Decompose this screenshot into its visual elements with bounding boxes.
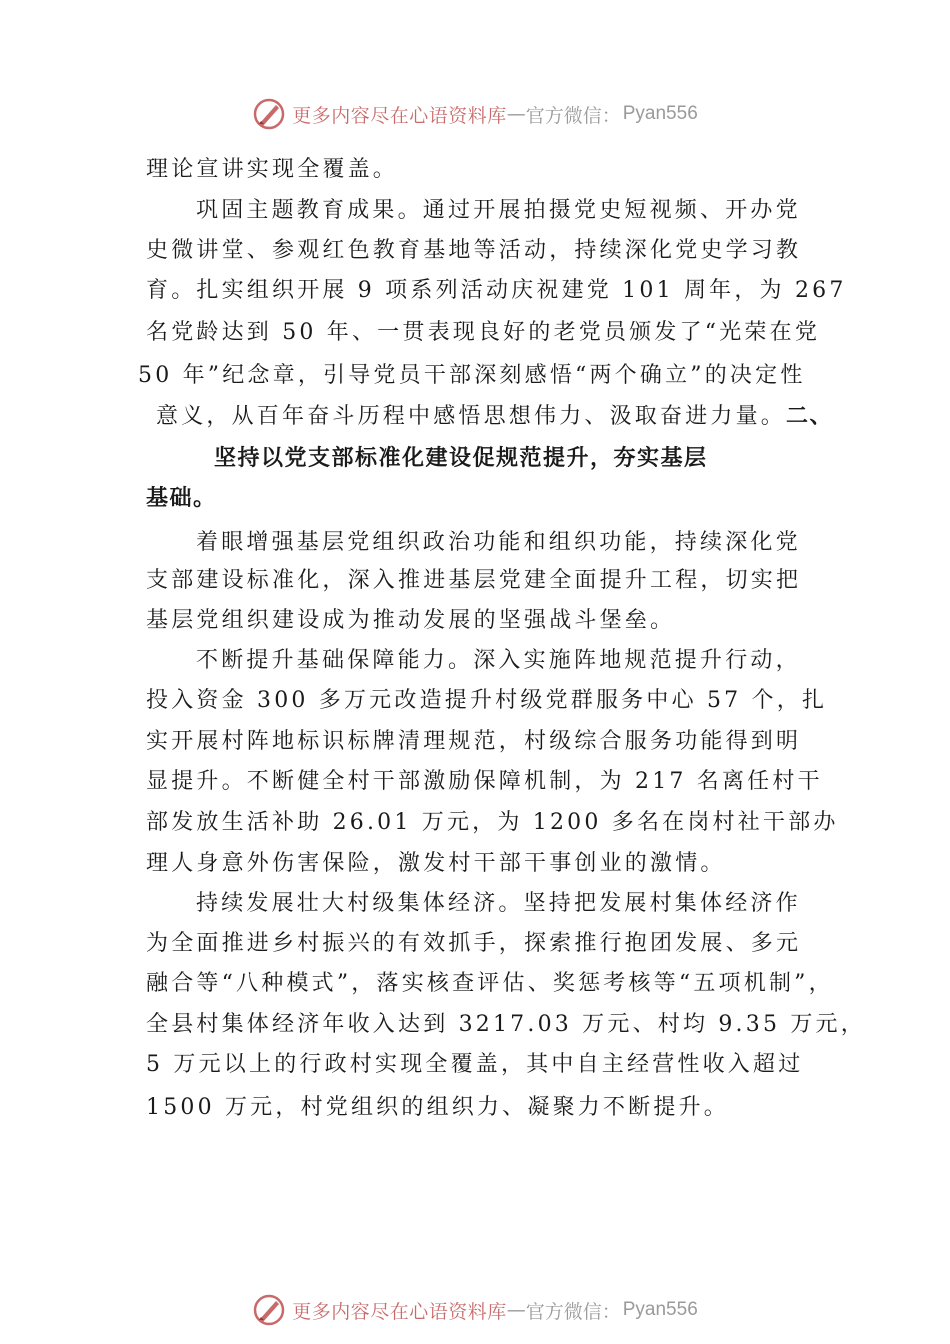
text-line: 史微讲堂、参观红色教育基地等活动，持续深化党史学习教 — [146, 238, 802, 263]
text-line: 1500 万元，村党组织的组织力、凝聚力不断提升。 — [146, 1095, 729, 1120]
text-line: 着眼增强基层党组织政治功能和组织功能，持续深化党 — [196, 530, 801, 555]
header-banner-main: 更多内容尽在心语资料库 — [292, 104, 507, 127]
text-line: 显提升。不断健全村干部激励保障机制，为 217 名离任村干 — [146, 769, 823, 794]
footer-banner-main: 更多内容尽在心语资料库 — [292, 1300, 507, 1323]
text-line: 理论宣讲实现全覆盖。 — [146, 157, 399, 182]
text-line: 实开展村阵地标识标牌清理规范，村级综合服务功能得到明 — [146, 729, 802, 754]
footer-banner-wechat-id: Pyan556 — [622, 1299, 698, 1320]
pen-logo-icon — [252, 97, 286, 131]
text-line: 名党龄达到 50 年、一贯表现良好的老党员颁发了“光荣在党 — [146, 320, 821, 345]
text-line: 育。扎实组织开展 9 项系列活动庆祝建党 101 周年，为 267 — [146, 278, 847, 303]
text-line: 融合等“八种模式”，落实核查评估、奖惩考核等“五项机制”， — [146, 971, 834, 996]
section-heading: 坚持以党支部标准化建设促规范提升，夯实基层 — [214, 446, 708, 471]
text-line: 理人身意外伤害保险，激发村干部干事创业的激情。 — [146, 851, 726, 876]
text-line: 5 万元以上的行政村实现全覆盖，其中自主经营性收入超过 — [146, 1052, 804, 1077]
text-line: 基层党组织建设成为推动发展的坚强战斗堡垒。 — [146, 608, 676, 633]
text-line: 巩固主题教育成果。通过开展拍摄党史短视频、开办党 — [196, 198, 801, 223]
text-line: 支部建设标准化，深入推进基层党建全面提升工程，切实把 — [146, 568, 802, 593]
text-line: 全县村集体经济年收入达到 3217.03 万元、村均 9.35 万元， — [146, 1012, 866, 1037]
footer-banner — [0, 1290, 950, 1330]
text-line: 持续发展壮大村级集体经济。坚持把发展村集体经济作 — [196, 891, 801, 916]
header-banner-separator: — — [506, 103, 526, 125]
text-line: 部发放生活补助 26.01 万元，为 1200 多名在岗村社干部办 — [146, 810, 839, 835]
section-heading-cont: 基础。 — [146, 486, 217, 511]
header-banner-wechat-id: Pyan556 — [622, 103, 698, 124]
footer-banner-label: 官方微信： — [525, 1300, 621, 1323]
header-banner — [0, 94, 950, 134]
footer-banner-separator: — — [506, 1299, 526, 1321]
pen-logo-icon — [252, 1293, 286, 1327]
text-line: 为全面推进乡村振兴的有效抓手，探索推行抱团发展、多元 — [146, 931, 802, 956]
header-banner-label: 官方微信： — [525, 104, 621, 127]
text-line: 意义，从百年奋斗历程中感悟思想伟力、汲取奋进力量。 — [156, 404, 787, 429]
text-line: 投入资金 300 多万元改造提升村级党群服务中心 57 个，扎 — [146, 688, 828, 713]
section-number: 二、 — [786, 404, 834, 429]
text-line: 50 年”纪念章，引导党员干部深刻感悟“两个确立”的决定性 — [138, 363, 806, 388]
text-line: 不断提升基础保障能力。深入实施阵地规范提升行动， — [196, 648, 801, 673]
